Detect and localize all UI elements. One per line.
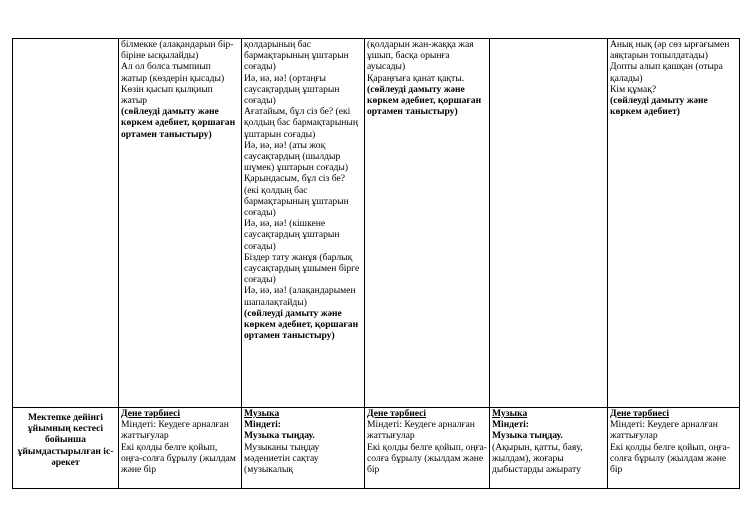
cell-text-line: Ағатайым, бұл сіз бе? (екі қолдың бас бармақтарының ұштарын соғады) — [244, 106, 359, 140]
cell-text-line: (сөйлеуді дамыту және көркем әдебиет, қоршаған ортамен таныстыру) — [367, 83, 482, 118]
cell-text-line: Иә, иә, иә! (алақандарымен шапалақтайды) — [244, 285, 356, 308]
cell-text-line: Біздер тату жанұя (барлық саусақтардың ұшымен бірге соғады) — [244, 251, 360, 286]
cell-text-line: Қарындасым, бұл сіз бе? (екі қолдың бас бармақтарының ұштарын соғады) — [244, 173, 349, 219]
cell-text-line: Иә, иә, иә! (ортаңғы саусақтардың ұштарын соғады) — [244, 72, 340, 107]
cell-text-line: Иә, иә, иә! (кішкене саусақтардың ұштарын соғады) — [244, 218, 340, 252]
table-cell — [242, 408, 365, 489]
table-cell — [608, 39, 740, 408]
table-cell — [365, 408, 490, 489]
cell-text-line: Міндеті: Кеудеге арналған жаттығулар — [121, 419, 229, 442]
cell-text-line: Міндеті: — [492, 419, 529, 431]
cell-text-line: Кім құмақ? — [610, 83, 657, 95]
row-header-cell — [13, 39, 119, 408]
cell-text-line: Музыканы тыңдау мәдениетін сақтау (музыкалық — [244, 441, 320, 476]
table-cell — [242, 39, 365, 408]
cell-text-line: (қолдарын жан-жаққа жая ұшып, басқа орынға ауысады) — [367, 39, 474, 73]
cell-text-line: Музыка — [492, 408, 528, 419]
cell-text-line: Ал ол болса тымпиып жатыр (көздерін қысады) — [121, 61, 225, 84]
table-cell — [365, 39, 490, 408]
cell-text-line: (сөйлеуді дамыту және көркем әдебиет, қоршаған ортамен таныстыру) — [121, 106, 236, 140]
table-cell — [608, 408, 740, 489]
cell-text-line: Қараңғыға қанат қақты. — [367, 72, 465, 84]
cell-text-line: Дене тәрбиесі — [610, 408, 670, 419]
table-row — [13, 39, 740, 408]
cell-text-line: (сөйлеуді дамыту және көркем әдебиет) — [610, 95, 708, 118]
cell-text-line: Міндеті: — [244, 419, 281, 431]
cell-text-line: Көзін қысып қылқиып жатыр — [121, 83, 213, 107]
cell-text-line: Екі қолды белге қойып, оңға-солға бұрылу (жылдам және бір — [610, 441, 730, 476]
cell-text-line: Иә, иә, иә! (аты жоқ саусақтардың (шылдыр шүмек) ұштарын соғады) — [244, 139, 349, 174]
cell-text-line: Міндеті: Кеудеге арналған жаттығулар — [610, 419, 718, 442]
cell-text-line: қолдарының бас бармақтарының ұштарын соғады) — [244, 39, 349, 73]
table-row — [13, 408, 740, 489]
cell-text-line: Міндеті: Кеудеге арналған жаттығулар — [367, 419, 475, 442]
cell-text-line: (Ақырын, қатты, баяу, жылдам), жоғары дыбыстарды ажырату — [492, 441, 583, 476]
cell-text-line: Дене тәрбиесі — [121, 408, 181, 419]
cell-text-line: Екі қолды белге қойып, оңға-солға бұрылу (жылдам және бір — [367, 441, 487, 476]
cell-text-line: Екі қолды белге қойып, оңға-солға бұрылу (жылдам және бір — [121, 441, 236, 476]
cell-text-line: Музыка тыңдау. — [492, 430, 563, 442]
cell-text-line: (сөйлеуді дамыту және көркем әдебиет, қоршаған ортамен таныстыру) — [244, 307, 359, 342]
cell-text-line: Анық нық (әр сөз ырғағымен аяқтарын топылдатады) — [610, 39, 730, 62]
table-cell — [119, 408, 242, 489]
cell-text-line: Музыка — [244, 408, 280, 419]
cell-text-line: Дене тәрбиесі — [367, 408, 427, 419]
cell-text-line: Музыка тыңдау. — [244, 430, 315, 442]
cell-text-line: білмекке (алақандарын бір-біріне ысқылайды) — [121, 39, 234, 62]
cell-text-line: Допты алып қашқан (отыра қалады) — [610, 61, 723, 84]
table-cell — [490, 408, 608, 489]
row-header-cell: Мектепке дейінгі ұйымның кестесі бойынша ұйымдастырылған іс-әрекет — [13, 408, 119, 489]
table-cell — [490, 39, 608, 408]
schedule-table — [12, 38, 740, 489]
table-cell — [119, 39, 242, 408]
